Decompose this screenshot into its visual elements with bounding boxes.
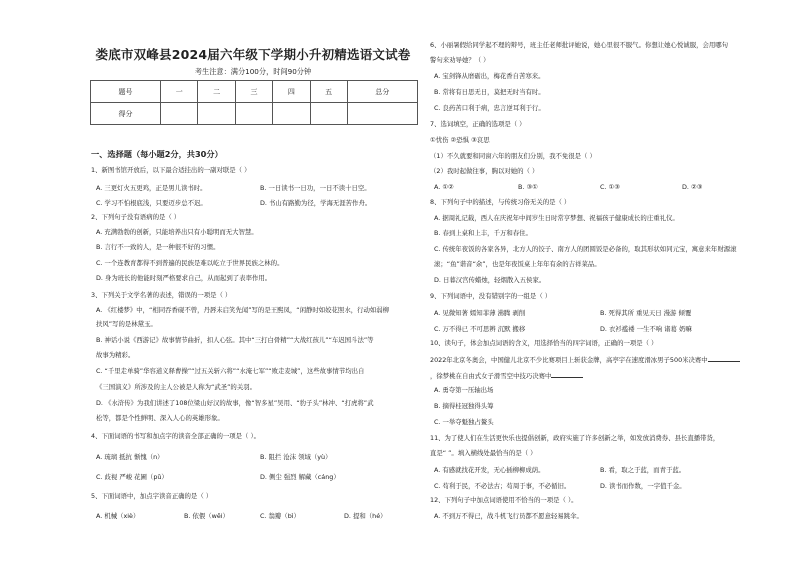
- option: C. 歧视 严峻 花圃（pǔ）: [96, 473, 168, 481]
- question-line: 警句来劝导她？（ ）: [430, 56, 490, 64]
- question-line: ①忧伤 ②恐惧 ③哀思: [430, 136, 490, 144]
- option: D. 读书而作数，一字值千金。: [600, 482, 686, 490]
- score-table-header-row: [91, 81, 418, 103]
- option: B. 依偎（wēi）: [184, 512, 229, 520]
- question-line: 4、下面词语的书写和加点字的读音全部正确的一项是（ ）。: [91, 432, 261, 440]
- score-row-label: 得分: [91, 103, 161, 125]
- option: B. ③①: [518, 183, 538, 191]
- option: A. 勇夺第一压轴出场: [434, 386, 494, 394]
- option: C. 苟利于民，不必法古；苟周于事，不必循旧。: [434, 482, 571, 490]
- option: 《三国演义》所涉及的主人公被是人称为“武圣”的关羽。: [96, 383, 256, 391]
- option: B. 常将有日思无日，莫把无时当有时。: [434, 88, 545, 96]
- score-cell: [347, 103, 417, 125]
- option: B. 阻拦 沧沫 领域（yù）: [260, 453, 332, 461]
- option: D. 书山有路勤为径，学海无涯苦作舟。: [260, 199, 372, 207]
- option: A. 《红楼梦》中，“相同吞香砚不曾，丹唇未启笑先闻”写的是王熙凤，“闲静时如姣花照水，行动如弱柳: [96, 306, 390, 314]
- question-line: [430, 371, 583, 380]
- option: D. 提和（hé）: [344, 512, 387, 520]
- score-table-header-cell: 一: [161, 81, 198, 103]
- question-line: [430, 355, 740, 364]
- option: D. 日暮汉宫传蜡烛，轻烟散入五侯家。: [434, 276, 546, 284]
- option: C. 万不得已 不可思辨 沉默 搬移: [434, 325, 526, 333]
- question-line: 12、下列句子中加点词语使用不恰当的一项是（ ）。: [430, 496, 578, 504]
- question-line: （1）不久就要和同窗六年的朋友们分别，我不免很是（ ）: [430, 152, 596, 160]
- question-text: ，徐梦桃在自由式女子滑雪空中技巧决赛中: [430, 372, 552, 380]
- question-line: 6、小丽暑假给同学起不理的辩号，班主任老师批评她说，她心里很不服气。你想让她心悦诚服，会用哪句: [430, 41, 729, 49]
- option: 滚；“鱼”谐音“余”，也是年夜饭桌上年年有余的吉祥菜品。: [434, 260, 601, 268]
- score-cell: [198, 103, 235, 125]
- option: A. 有感就找花开发，无心插柳柳成荫。: [434, 466, 545, 474]
- option: D. 身为班长的他能时刻严格要求自己，从而起到了表率作用。: [96, 274, 272, 282]
- score-cell: [235, 103, 272, 125]
- question-line: 3、下列关于文学名著的表述，错误的一项是（ ）: [91, 291, 232, 299]
- question-line: 2、下列句子没有语病的是（ ）: [91, 213, 181, 221]
- score-cell: [310, 103, 347, 125]
- question-line: 1、新图书馆开放后，以下最合适挂出的一副对联是（ ）: [91, 166, 251, 174]
- option: C. 学习不怕根底浅，只要迈步总不迟。: [96, 199, 207, 207]
- option: B. 春到上桌和上丰，千万和春住。: [434, 229, 532, 237]
- score-table-header-cell: 题号: [91, 81, 161, 103]
- question-line: 直是“ ”。填入横线处最恰当的是（ ）: [430, 449, 537, 457]
- option: A. 机械（xiè）: [96, 512, 140, 520]
- option: C. ①③: [600, 183, 620, 191]
- score-table: [90, 80, 418, 125]
- option: D. 衣衫褴褛 一生不响 诸葛 奶嘛: [600, 325, 692, 333]
- option: D. 侧尘 强烈 解藏（cáng）: [260, 473, 340, 481]
- option: A. ①②: [434, 183, 454, 191]
- question-line: 7、选词填空，正确的选项是（ ）: [430, 120, 526, 128]
- answer-blank: [551, 371, 583, 378]
- score-table-header-cell: 二: [198, 81, 235, 103]
- question-line: 5、下面词语中，加点字读音正确的是（ ）: [91, 492, 213, 500]
- section-heading: 一、选择题（每小题2分，共30分）: [91, 149, 223, 159]
- option: B. 看，取之于蓝，而青于蓝。: [600, 466, 686, 474]
- score-table-header-cell: 四: [273, 81, 310, 103]
- option: A. 琉璃 抵抗 惭愧（n）: [96, 453, 164, 461]
- option: B. 神话小说《西游记》故事情节曲折，扣人心弦。其中“三打白骨精”“大战红孩儿”“车迟国斗法”等: [96, 336, 374, 344]
- score-cell: [161, 103, 198, 125]
- option: C. “千里走单骑”华容道义释曹操”“过五关斩六将”“水淹七军”“败走麦城”，这些故事情节均出自: [96, 367, 365, 375]
- option: C. 良药苦口利于病，忠言逆耳利于行。: [434, 104, 545, 112]
- option: B. 言行不一致的人，是一种很不好的习惯。: [96, 243, 220, 251]
- score-cell: [273, 103, 310, 125]
- option: D. 《水浒传》为我们讲述了108位梁山好汉的故事，像“智多星”吴用、“豹子头”林冲、“打虎将”武: [96, 399, 374, 407]
- option: 松等，都是个性鲜明、深入人心的英雄形象。: [96, 414, 224, 422]
- exam-title: 娄底市双峰县2024届六年级下学期小升初精选语文试卷: [95, 47, 411, 62]
- score-table-header-cell: 五: [310, 81, 347, 103]
- question-text: 2022年北京冬奥会，中国健儿北京不少比赛项目上斩获金牌，高亭宇在速度滑冰男子500米决赛中: [430, 356, 708, 364]
- option: C. 翁瓣（bì）: [260, 512, 300, 520]
- score-table-header-cell: 三: [235, 81, 272, 103]
- option: D. ②③: [682, 183, 703, 191]
- option: A. 见微知著 嫣知菲薄 沸腾 剥削: [434, 309, 526, 317]
- question-line: 8、下列句子中的描述，与传统习俗无关的是（ ）: [430, 198, 571, 206]
- option: C. 一个连教育都得不到普遍的民族是难以屹立于世界民族之林的。: [96, 259, 284, 267]
- exam-notice: 考生注意：满分100分，时间90分钟: [194, 67, 312, 76]
- option: B. 摘得桂冠独得头筹: [434, 402, 494, 410]
- option: A. 不到万不得已，战斗机飞行员都不愿意轻易跳伞。: [434, 512, 583, 520]
- question-line: （2）我时起做往事，胸以对她的（ ）: [430, 167, 539, 175]
- option: A. 充满勃勃的创新，只能培养出只有小聪明而无大智慧。: [96, 228, 258, 236]
- option: B. 死得其所 重见天日 漫游 倾覆: [600, 309, 692, 317]
- option: B. 一日读书一日功，一日不读十日空。: [260, 184, 371, 192]
- option: C. 传统年夜饭的各家各异，北方人的饺子、南方人的团圆饭是必备的，取其形状如同元宝，寓意来年财源滚: [434, 245, 737, 253]
- question-line: 11、为了使人们在生活更快乐也提倡创新，政府实施了许多创新之举，如发放消费券、县长直播带货，: [430, 434, 720, 442]
- option: C. 一举夺魁独占鳌头: [434, 418, 494, 426]
- option: A. 据周礼记载，西人在庆祝年中间岁生日时常亨梦想、祝福孩子健康成长的庄重礼仪。: [434, 214, 679, 222]
- question-line: 9、下列词语中，没有错别字的一组是（ ）: [430, 292, 552, 300]
- question-line: 10、读句子，体会加点词语的含义，用选择恰当的四字词语，正确的一项是（ ）: [430, 339, 658, 347]
- option: A. 宝剑锋从磨砺出，梅花香自苦寒来。: [434, 72, 545, 80]
- score-table-score-row: [91, 103, 418, 125]
- option: A. 三更灯火五更鸡，正是男儿读书时。: [96, 184, 207, 192]
- score-table-header-cell: 总分: [347, 81, 417, 103]
- answer-blank: [708, 355, 740, 362]
- option: 故事为精彩。: [96, 351, 135, 359]
- option: 扶风”写的是林黛玉。: [96, 320, 157, 328]
